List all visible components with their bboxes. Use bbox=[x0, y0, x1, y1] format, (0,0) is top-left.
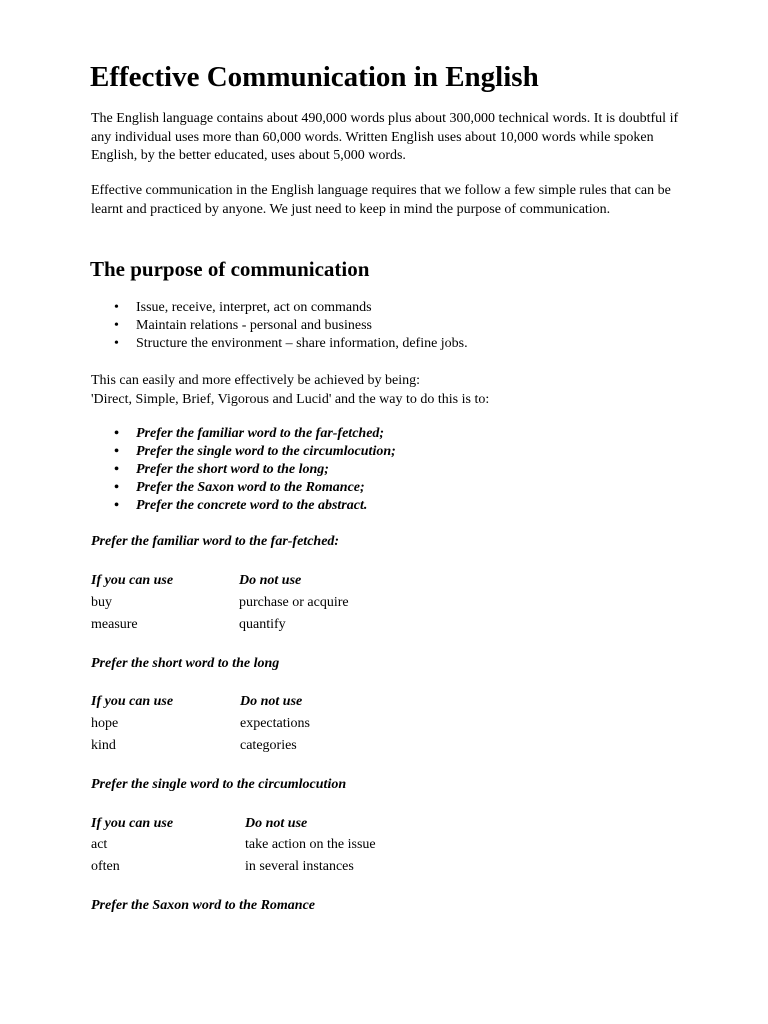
rule-item: • Prefer the short word to the long; bbox=[91, 461, 396, 479]
sub-heading: Prefer the single word to the circumlocution bbox=[91, 777, 347, 792]
sub-heading: Prefer the familiar word to the far-fetched: bbox=[91, 534, 340, 549]
rule-item: • Prefer the single word to the circumlocution; bbox=[91, 443, 396, 461]
list-item: • Maintain relations - personal and business bbox=[91, 317, 468, 335]
intro-paragraph: Effective communication in the English language requires that we follow a few simple rules that can be learnt and practiced by anyone. We just need to keep in mind the purpose of communication. bbox=[91, 183, 671, 217]
page-title: Effective Communication in English bbox=[90, 61, 539, 93]
table-cell-use: kind bbox=[91, 738, 116, 753]
column-header-use: If you can use bbox=[91, 573, 174, 588]
rule-item: • Prefer the Saxon word to the Romance; bbox=[91, 479, 396, 497]
table-cell-use: act bbox=[91, 837, 108, 852]
section-heading: The purpose of communication bbox=[90, 257, 370, 281]
list-item: • Issue, receive, interpret, act on commands bbox=[91, 299, 468, 317]
table-cell-avoid: expectations bbox=[240, 716, 310, 731]
list-item: • Structure the environment – share information, define jobs. bbox=[91, 335, 468, 353]
column-header-avoid: Do not use bbox=[240, 694, 303, 709]
table-cell-use: buy bbox=[91, 595, 112, 610]
table-cell-use: hope bbox=[91, 716, 119, 731]
rule-item: • Prefer the familiar word to the far-fetched; bbox=[91, 425, 396, 443]
achieve-line: This can easily and more effectively be achieved by being: bbox=[91, 373, 420, 388]
sub-heading: Prefer the Saxon word to the Romance bbox=[91, 898, 316, 913]
table-cell-avoid: quantify bbox=[239, 617, 286, 632]
achieve-line: 'Direct, Simple, Brief, Vigorous and Lucid' and the way to do this is to: bbox=[91, 391, 490, 407]
table-cell-avoid: take action on the issue bbox=[245, 837, 376, 852]
intro-paragraph: The English language contains about 490,000 words plus about 300,000 technical words. It is doubtful if any individual uses more than 60,000 words. Written English uses about 10,000 words while spoken English, by the better educated, uses about 5,000 words. bbox=[91, 111, 679, 163]
column-header-avoid: Do not use bbox=[239, 573, 302, 588]
column-header-use: If you can use bbox=[91, 816, 174, 831]
rule-item: • Prefer the concrete word to the abstract. bbox=[91, 497, 396, 515]
column-header-use: If you can use bbox=[91, 694, 174, 709]
table-cell-avoid: in several instances bbox=[245, 859, 354, 874]
table-cell-avoid: purchase or acquire bbox=[239, 595, 349, 610]
achieve-paragraph bbox=[91, 372, 489, 409]
table-cell-avoid: categories bbox=[240, 738, 297, 753]
sub-heading: Prefer the short word to the long bbox=[91, 656, 280, 671]
purpose-list bbox=[91, 299, 468, 353]
table-cell-use: often bbox=[91, 859, 120, 874]
table-cell-use: measure bbox=[91, 617, 138, 632]
rules-list bbox=[91, 425, 396, 515]
column-header-avoid: Do not use bbox=[245, 816, 308, 831]
